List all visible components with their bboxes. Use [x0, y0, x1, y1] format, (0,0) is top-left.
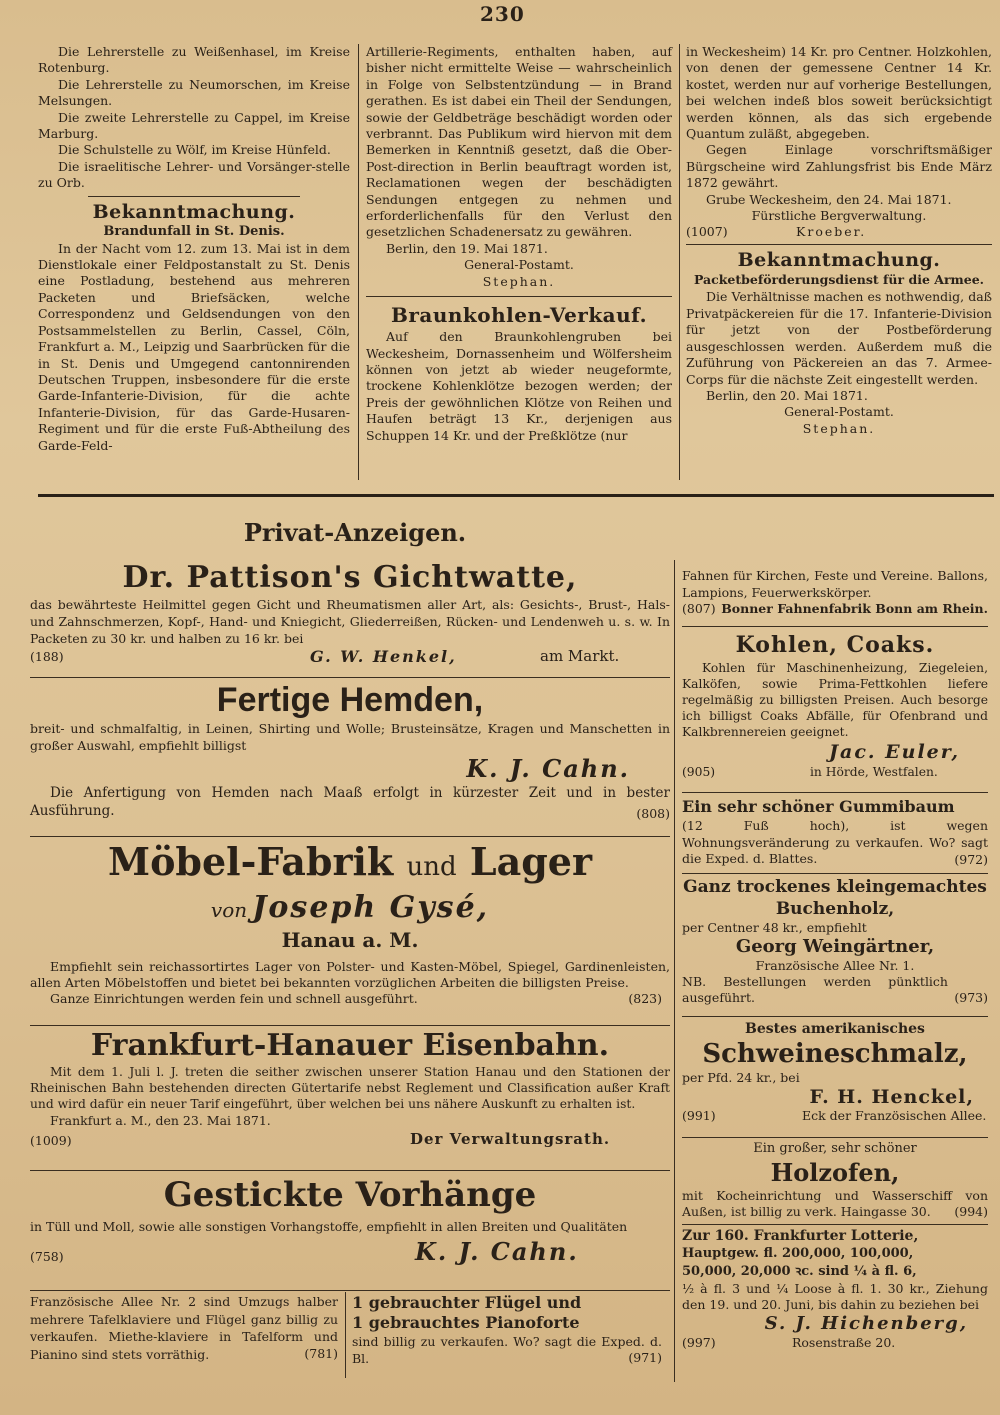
ad-title: Gestickte Vorhänge — [163, 1175, 537, 1215]
ad-title: Frankfurt-Hanauer Eisenbahn. — [90, 1028, 610, 1063]
top-column-3 — [686, 44, 992, 437]
ad-furniture — [30, 838, 670, 1009]
divider — [30, 836, 670, 837]
divider — [88, 196, 300, 197]
ad-number: (188) — [30, 649, 64, 664]
signature: Stephan. — [802, 420, 876, 436]
ad-line-2: 1 gebrauchtes Pianoforte — [352, 1313, 580, 1332]
office: General-Postamt. — [464, 257, 574, 273]
ad-number: (758) — [30, 1249, 64, 1264]
signature: Stephan. — [482, 273, 556, 289]
divider — [682, 1224, 988, 1225]
vacancy-2: Die Lehrerstelle zu Neumorschen, im Kreise Melsungen. — [38, 76, 350, 109]
ad-number: (808) — [636, 806, 670, 821]
ad-title-part: Möbel-Fabrik — [108, 839, 394, 884]
lignite-heading: Braunkohlen-Verkauf. — [390, 303, 648, 328]
divider — [30, 677, 670, 678]
column-rule — [674, 560, 675, 1382]
announcement-subheading: Brandunfall in St. Denis. — [103, 223, 285, 239]
ad-title: Kohlen, Coaks. — [735, 632, 935, 658]
ad-coal — [682, 630, 988, 780]
ad-body-2: Ganze Einrichtungen werden fein und schnell ausgeführt. — [50, 991, 418, 1006]
ad-body: per Pfd. 24 kr., bei — [682, 1070, 800, 1085]
ad-body: per Centner 48 kr., empfiehlt — [682, 920, 867, 935]
ad-wood-stove — [682, 1140, 988, 1220]
section-title: Privat-Anzeigen. — [243, 518, 467, 547]
seller: S. J. Hichenberg, — [764, 1313, 968, 1334]
lignite-body: Auf den Braunkohlengruben bei Weckesheim, Dornassenheim und Wölfersheim können von jetzt ab wieder neugeformte, trockene Kohlenklötze bezogen werden; der Preis der gewöhnlichen Klötze von Reihen und Haufen beträgt 13 Kr., derjenigen aus Schuppen 14 Kr. und der Preßklötze (nur — [366, 329, 672, 443]
vacancy-1: Die Lehrerstelle zu Weißenhasel, im Kreise Rotenburg. — [38, 44, 350, 76]
ad-body: breit- und schmalfaltig, in Leinen, Shirting und Wolle; Brusteinsätze, Kragen und Manschetten in großer Auswahl, empfiehlt billigst — [30, 721, 670, 753]
seller: K. J. Cahn. — [415, 1237, 579, 1266]
ad-body: Kohlen für Maschinenheizung, Ziegeleien, Kalköfen, sowie Prima-Fettkohlen liefere regelmäßig zu billigsten Preisen. Auch besorge ich billigst Coaks Abfälle, für Ofenbrand und Kalkbrennereien geeignet. — [682, 661, 988, 739]
ad-number: (905) — [682, 765, 716, 779]
ad-title: Ganz trockenes kleingemachtes Buchenholz, — [683, 877, 987, 919]
divider — [686, 244, 992, 245]
place-date: Berlin, den 19. Mai 1871. — [386, 240, 548, 256]
divider — [30, 1290, 670, 1291]
column-rule — [679, 44, 680, 480]
office: Fürstliche Bergverwaltung. — [751, 208, 927, 224]
top-column-1 — [38, 44, 350, 454]
page-number: 230 — [480, 2, 525, 26]
ad-railway — [30, 1028, 670, 1152]
ad-pre: Ein großer, sehr schöner — [753, 1141, 917, 1156]
column-rule — [358, 44, 359, 480]
ad-title: Schweineschmalz, — [702, 1039, 968, 1069]
ad-body: Französische Allee Nr. 2 sind Umzugs halber mehrere Tafelklaviere und Flügel ganz billig zu verkaufen. Miethe-klaviere in Tafelform und Pianino sind stets vorräthig. — [30, 1294, 338, 1362]
ad-title: Fertige Hemden, — [216, 681, 484, 719]
seller-location: am Markt. — [540, 647, 620, 665]
seller: Georg Weingärtner, — [735, 936, 935, 957]
ad-title: Holzofen, — [770, 1158, 900, 1187]
column-rule — [345, 1292, 346, 1378]
ad-note: NB. Bestellungen werden pünktlich ausgeführt. — [682, 974, 948, 1005]
divider — [682, 792, 988, 793]
ad-beech-wood — [682, 876, 988, 1006]
announcement-heading: Bekanntmachung. — [92, 200, 296, 223]
ad-title: Dr. Pattison's Gichtwatte, — [122, 560, 578, 595]
seller-location: Rosenstraße 20. — [792, 1335, 896, 1350]
seller: G. W. Henkel, — [310, 647, 457, 666]
announcement-subheading: Packetbeförderungsdienst für die Armee. — [693, 272, 985, 288]
ad-title-part: und — [406, 852, 457, 882]
announcement-body: Die Verhältnisse machen es nothwendig, daß Privatpäckereien für die 17. Infanterie-Division für jetzt von der Postbeförderung ausgeschlossen werden. Außerdem muß die Zuführung von Päckereien an das 7. Armee-Corps für die nächste Zeit eingestellt werden. — [686, 289, 992, 387]
ad-flags — [682, 568, 988, 618]
seller-location: in Hörde, Westfalen. — [810, 765, 938, 779]
ad-number: (1009) — [30, 1133, 72, 1148]
seller: Bonner Fahnenfabrik Bonn am Rhein. — [721, 601, 988, 616]
ad-body: Mit dem 1. Juli l. J. treten die seither zwischen unserer Station Hanau und den Stationen der Rheinischen Bahn bestehenden directen Gütertarife nebst Reglement und Classification außer Kraft und wird dafür ein neuer Tarif eingeführt, über welchen bei uns nähere Auskunft zu erhalten ist. — [30, 1065, 670, 1111]
ad-number: (1007) — [686, 224, 728, 240]
ad-number: (994) — [954, 1204, 988, 1219]
ad-body: ½ à fl. 3 und ¼ Loose à fl. 1. 30 kr., Ziehung den 19. und 20. Juni, bis dahin zu beziehen bei — [682, 1281, 988, 1312]
divider — [682, 626, 988, 627]
ad-body: Fahnen für Kirchen, Feste und Vereine. Ballons, Lampions, Feuerwerkskörper. — [682, 568, 988, 600]
ad-number: (971) — [628, 1350, 662, 1365]
ad-lard — [682, 1020, 988, 1125]
vacancy-4: Die Schulstelle zu Wölf, im Kreise Hünfeld. — [58, 142, 331, 158]
ad-lottery — [682, 1227, 988, 1352]
ad-line-2: 50,000, 20,000 ꝛc. sind ¼ à fl. 6, — [682, 1264, 917, 1279]
ad-shirts — [30, 680, 670, 821]
seller: F. H. Henckel, — [809, 1086, 974, 1108]
ad-number: (781) — [304, 1346, 338, 1361]
ad-title: Zur 160. Frankfurter Lotterie, — [682, 1228, 919, 1244]
ad-rubber-tree — [682, 796, 988, 868]
ad-number: (973) — [954, 990, 988, 1005]
ad-number: (972) — [954, 851, 988, 867]
ad-body: das bewährteste Heilmittel gegen Gicht und Rheumatismen aller Art, als: Gesichts-, Brust-, Hals- und Zahnschmerzen, Kopf-, Hand- und Kniegicht, Gliederreißen, Rücken- und Lendenweh u. s. w. In Packeten zu 30 kr. und halben zu 16 kr. bei — [30, 597, 670, 646]
ad-body: sind billig zu verkaufen. Wo? sagt die Exped. d. Bl. — [352, 1334, 662, 1366]
ad-pre: Bestes amerikanisches — [745, 1021, 925, 1037]
divider — [366, 296, 672, 297]
ad-body: Empfiehlt sein reichassortirtes Lager von Polster- und Kasten-Möbel, Spiegel, Gardinenleisten, allen Arten Möbelstoffen und bietet bei bekannten vorzüglichen Arbeiten die billigsten Preise. — [30, 959, 670, 990]
ad-von: von — [210, 898, 248, 922]
vacancy-5: Die israelitische Lehrer- und Vorsänger-stelle zu Orb. — [38, 158, 350, 191]
ad-pattison — [30, 560, 670, 667]
office: General-Postamt. — [784, 404, 894, 420]
place-date: Frankfurt a. M., den 23. Mai 1871. — [50, 1113, 271, 1128]
seller: Jac. Euler, — [829, 741, 960, 763]
announcement-continued: Artillerie-Regiments, enthalten haben, auf bisher nicht ermittelte Weise — wahrscheinlich in Folge von Selbstentzündung — in Brand gerathen. Es ist dabei ein Theil der Sendungen, sowie der Geldbeträge beschädigt worden oder verbrannt. Das Publikum wird hiervon mit dem Bemerken in Kenntniß gesetzt, daß die Ober-Post-direction in Berlin beauftragt worden ist, Reclamationen wegen der beschädigten Sendungen entgegen zu nehmen und erforderlichenfalls für den Verlust den gesetzlichen Schadenersatz zu gewähren. — [366, 44, 672, 240]
place-date: Berlin, den 20. Mai 1871. — [706, 387, 868, 403]
seller-location: Eck der Französischen Allee. — [802, 1108, 987, 1123]
vacancy-3: Die zweite Lehrerstelle zu Cappel, im Kreise Marburg. — [38, 109, 350, 142]
lignite-payment: Gegen Einlage vorschriftsmäßiger Bürgscheine wird Zahlungsfrist bis Ende März 1872 gewährt. — [686, 142, 992, 191]
ad-body-2: Die Anfertigung von Hemden nach Maaß erfolgt in kürzester Zeit und in bester Ausführung. — [30, 785, 670, 819]
ad-curtains — [30, 1172, 670, 1269]
ad-place: Hanau a. M. — [281, 928, 419, 952]
signature: Kroeber. — [796, 224, 867, 240]
divider — [682, 1016, 988, 1017]
announcement-body: In der Nacht vom 12. zum 13. Mai ist in dem Dienstlokale einer Feldpostanstalt zu St. Denis eine Postladung, bestehend aus mehreren Packeten und Briefsäcken, welche Correspondenz und Geldsendungen von den Postsammelstellen zu Berlin, Cassel, Cöln, Frankfurt a. M., Leipzig und Saarbrücken für die in St. Denis und Umgegend cantonnirenden Deutschen Truppen, insbesondere für die erste Garde-Infanterie-Division, für die achte Infanterie-Division, für das Garde-Husaren-Regiment und für die erste Fuß-Abtheilung des Garde-Feld- — [38, 240, 350, 453]
place-date: Grube Weckesheim, den 24. Mai 1871. — [706, 191, 952, 207]
ad-body: (12 Fuß hoch), ist wegen Wohnungsveränderung zu verkaufen. Wo? sagt die Exped. d. Blattes. — [682, 818, 988, 866]
ad-number: (823) — [628, 991, 662, 1006]
ad-line-1: Hauptgew. fl. 200,000, 100,000, — [682, 1246, 914, 1261]
seller: K. J. Cahn. — [466, 754, 630, 783]
announcement-heading: Bekanntmachung. — [737, 249, 941, 272]
ad-number: (991) — [682, 1108, 716, 1123]
ad-line-1: 1 gebrauchter Flügel und — [352, 1293, 582, 1312]
ad-number: (997) — [682, 1335, 716, 1350]
section-rule — [38, 494, 994, 497]
divider — [30, 1025, 670, 1026]
signature: Der Verwaltungsrath. — [410, 1130, 611, 1148]
ad-pianos-moving — [30, 1293, 338, 1361]
divider — [30, 1170, 670, 1171]
seller-location: Französische Allee Nr. 1. — [755, 958, 915, 973]
divider — [682, 873, 988, 874]
divider — [682, 1137, 988, 1138]
ad-title-part: Lager — [469, 839, 592, 884]
top-column-2 — [366, 44, 672, 444]
lignite-continued: in Weckesheim) 14 Kr. pro Centner. Holzkohlen, von denen der gemessene Centner 14 Kr. kostet, werden nur auf vorherige Bestellungen, bei welchen indeß blos soweit berücksichtigt werden können, als das sich ergebende Quantum zuläßt, abgegeben. — [686, 44, 992, 142]
ad-body: in Tüll und Moll, sowie alle sonstigen Vorhangstoffe, empfiehlt in allen Breiten und Qualitäten — [30, 1219, 628, 1234]
ad-used-grand-piano — [352, 1293, 662, 1365]
ad-number: (807) — [682, 601, 716, 616]
ad-name: Joseph Gysé, — [252, 890, 490, 925]
ad-body: mit Kocheinrichtung und Wasserschiff von Außen, ist billig zu verk. Haingasse 30. — [682, 1188, 988, 1219]
ad-title: Ein sehr schöner Gummibaum — [682, 797, 955, 816]
